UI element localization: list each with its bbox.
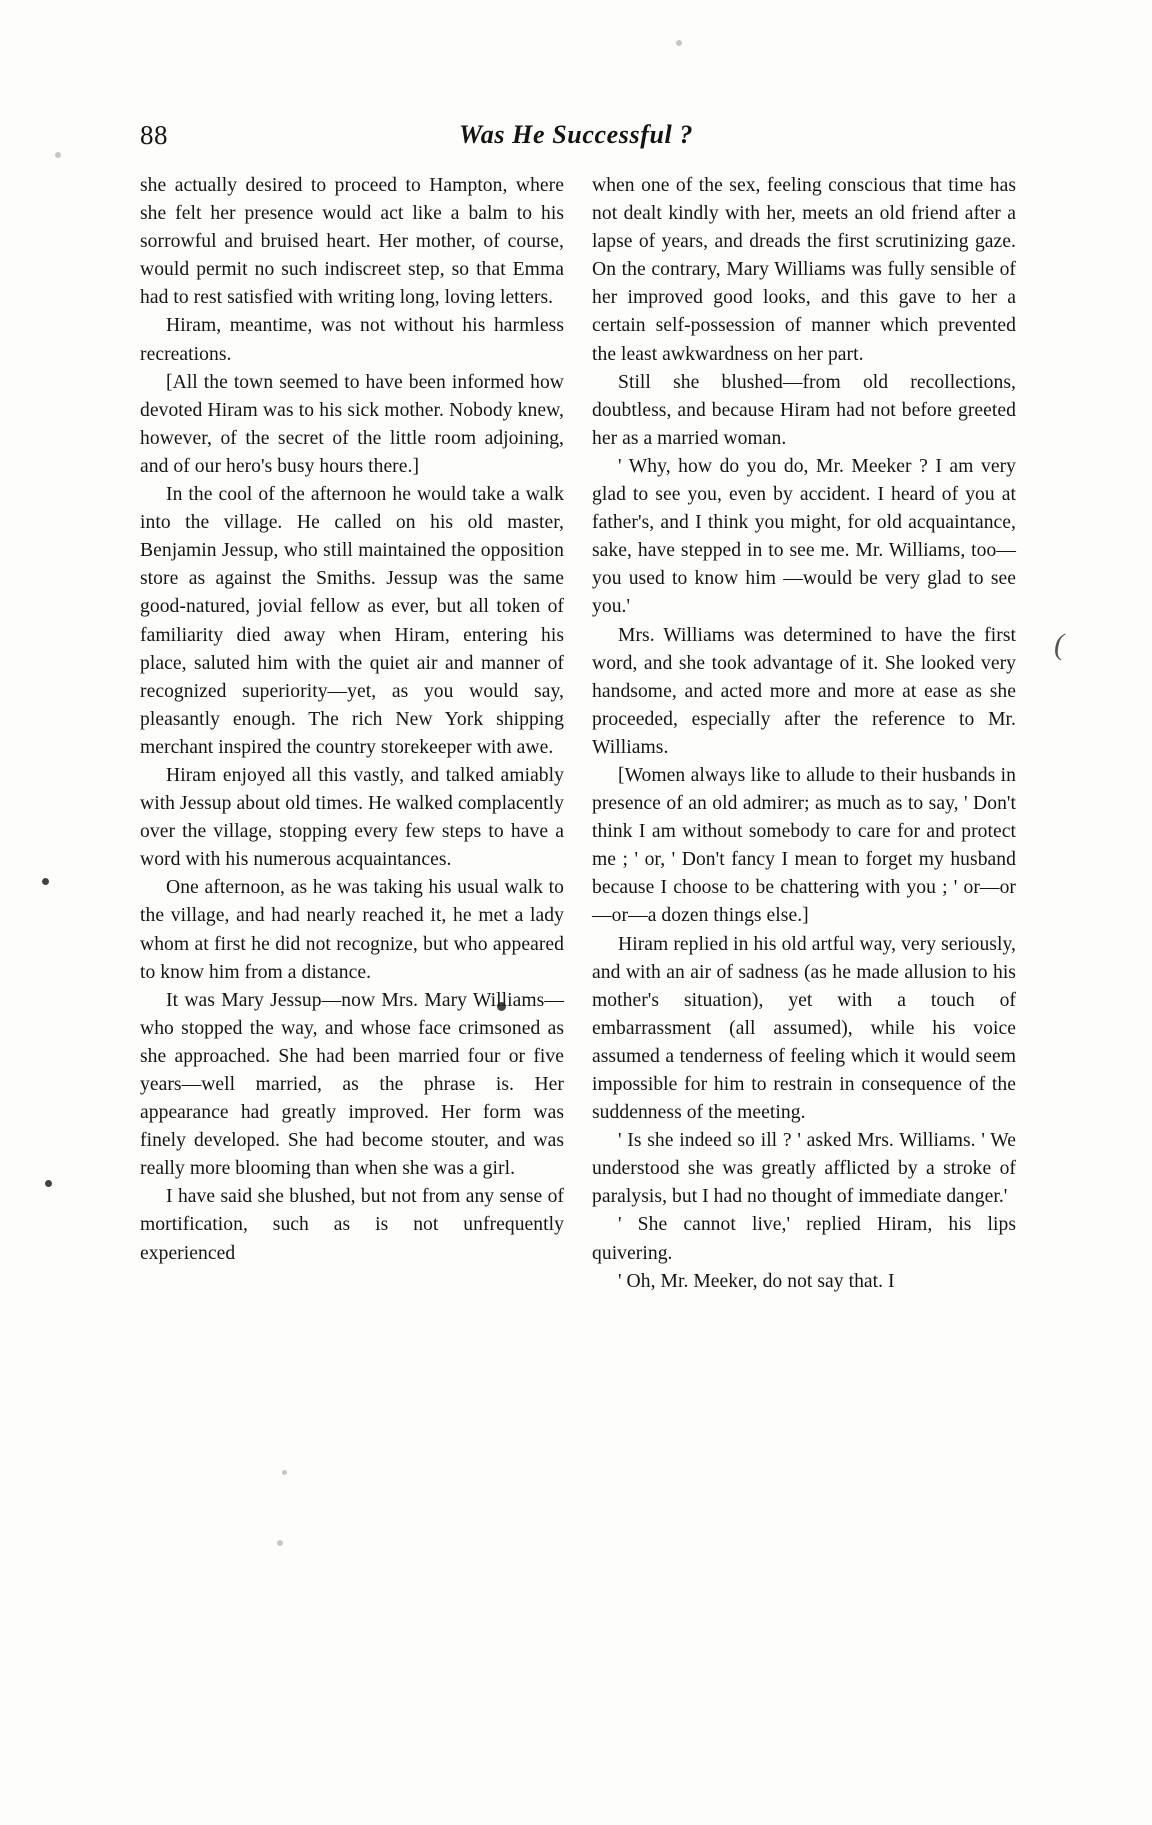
paragraph: Mrs. Williams was determined to have the first word, and she took advantage of it. She looked very handsome, and acted more and more at ease as she proceeded, especially after the reference to Mr. Williams.	[592, 624, 1016, 758]
scan-speck	[282, 1470, 287, 1475]
paragraph: ' Is she indeed so ill ? ' asked Mrs. Williams. ' We understood she was greatly afflicted by a stroke of paralysis, but I had no thought of immediate danger.'	[592, 1130, 1016, 1208]
column-right	[592, 172, 1016, 1296]
paragraph: In the cool of the afternoon he would take a walk into the village. He called on his old master, Benjamin Jessup, who still maintained the opposition store as against the Smiths. Jessup was the same good-natured, jovial fellow as ever, but all token of familiarity died away when Hiram, entering his place, saluted him with the quiet air and manner of recognized superiority—yet, as you would say, pleasantly enough. The rich New York shipping merchant inspired the country storekeeper with awe.	[140, 484, 564, 758]
paragraph: Still she blushed—from old recollections, doubtless, and because Hiram had not before greeted her as a married woman.	[592, 371, 1016, 449]
scan-speck	[42, 878, 49, 885]
column-left	[140, 172, 564, 1296]
paragraph: Hiram, meantime, was not without his harmless recreations.	[140, 315, 564, 365]
scan-speck	[676, 40, 682, 46]
paragraph: she actually desired to proceed to Hampton, where she felt her presence would act like a balm to his sorrowful and bruised heart. Her mother, of course, would permit no such indiscreet step, so that Emma had to rest satisfied with writing long, loving letters.	[140, 175, 564, 309]
page-header	[140, 120, 1012, 154]
scan-speck	[45, 1180, 52, 1187]
margin-annotation: (	[1054, 628, 1064, 661]
paragraph: Hiram enjoyed all this vastly, and talked amiably with Jessup about old times. He walked complacently over the village, stopping every few steps to have a word with his numerous acquaintances.	[140, 764, 564, 871]
scan-speck	[55, 152, 61, 158]
paragraph: It was Mary Jessup—now Mrs. Mary Williams—who stopped the way, and whose face crimsoned as she approached. She had been married four or five years—well married, as the phrase is. Her appearance had greatly improved. Her form was finely developed. She had become stouter, and was really more blooming than when she was a girl.	[140, 989, 564, 1180]
paragraph: ' Why, how do you do, Mr. Meeker ? I am very glad to see you, even by accident. I heard of you at father's, and I think you might, for old acquaintance, sake, have stepped in to see me. Mr. Williams, too—you used to know him —would be very glad to see you.'	[592, 455, 1016, 618]
paragraph: [All the town seemed to have been informed how devoted Hiram was to his sick mother. Nobody knew, however, of the secret of the little room adjoining, and of our hero's busy hours there.]	[140, 371, 564, 477]
paragraph: One afternoon, as he was taking his usual walk to the village, and had nearly reached it, he met a lady whom at first he did not recognize, but who appeared to know him from a distance.	[140, 877, 564, 983]
paragraph: [Women always like to allude to their husbands in presence of an old admirer; as much as to say, ' Don't think I am without somebody to care for and protect me ; ' or, ' Don't fancy I mean to forget my husband because I choose to be chattering with you ; ' or—or—or—a dozen things else.]	[592, 764, 1016, 927]
page-number: 88	[140, 120, 168, 150]
paragraph: I have said she blushed, but not from any sense of mortification, such as is not unfrequently experienced	[140, 1186, 564, 1264]
running-title: Was He Successful ?	[458, 120, 694, 149]
scan-speck	[277, 1540, 283, 1546]
paragraph: ' She cannot live,' replied Hiram, his lips quivering.	[592, 1214, 1016, 1264]
paragraph: ' Oh, Mr. Meeker, do not say that. I	[618, 1270, 895, 1292]
paragraph: when one of the sex, feeling conscious that time has not dealt kindly with her, meets an old friend after a lapse of years, and dreads the first scrutinizing gaze. On the contrary, Mary Williams was fully sensible of her improved good looks, and this gave to her a certain self-possession of manner which prevented the least awkwardness on her part.	[592, 175, 1016, 365]
paragraph: Hiram replied in his old artful way, very seriously, and with an air of sadness (as he made allusion to his mother's situation), yet with a touch of embarrassment (all assumed), while his voice assumed a tenderness of feeling which it would seem impossible for him to restrain in consequence of the suddenness of the meeting.	[592, 933, 1016, 1124]
text-columns	[140, 172, 1016, 1296]
